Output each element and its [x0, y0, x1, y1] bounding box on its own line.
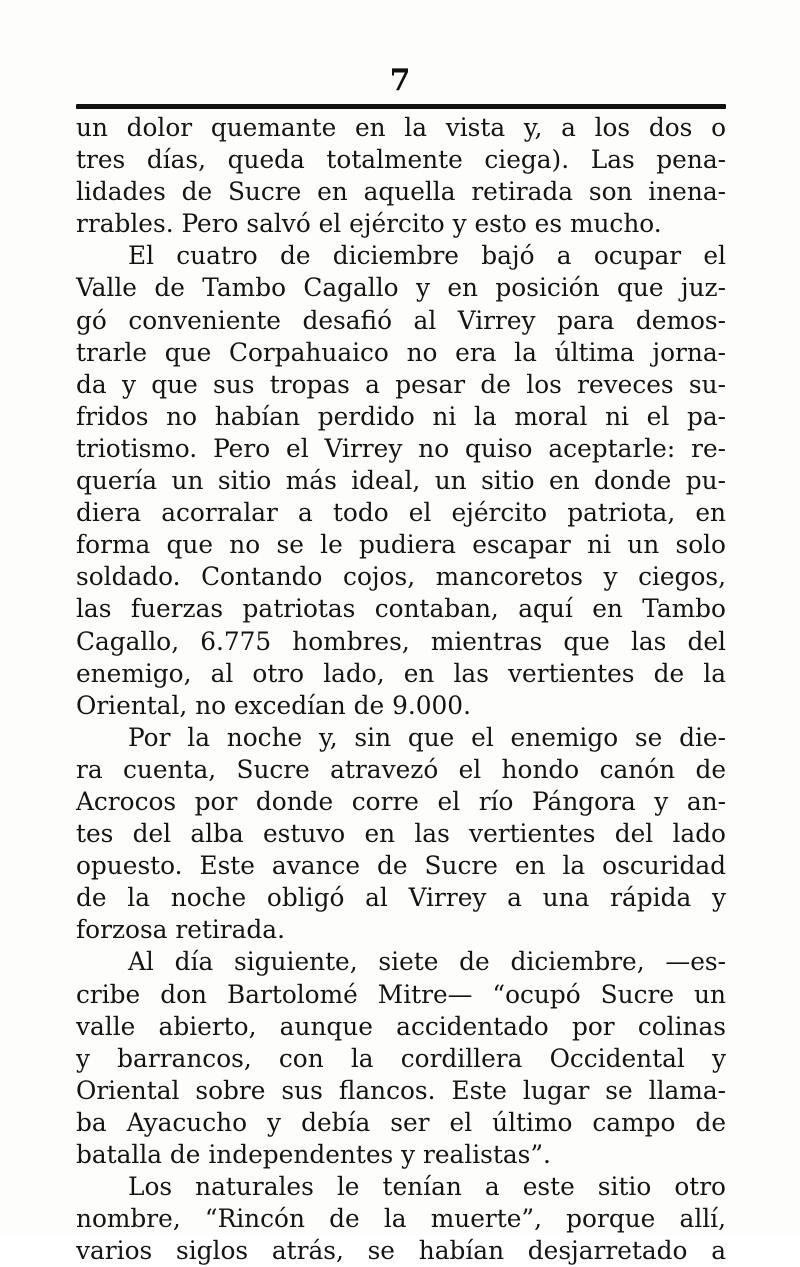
page-number: 7	[389, 63, 411, 98]
text-line: ba Ayacucho y debía ser el último campo de	[76, 1107, 726, 1137]
text-line: Oriental sobre sus flancos. Este lugar se llama-	[76, 1075, 726, 1105]
text-line: batalla de independentes y realistas”.	[76, 1140, 551, 1169]
text-line: forma que no se le pudiera escapar ni un solo	[76, 530, 726, 560]
text-line: fridos no habían perdido ni la moral ni el pa-	[76, 401, 726, 431]
text-line: un dolor quemante en la vista y, a los dos o	[76, 113, 726, 142]
text-line: enemigo, al otro lado, en las vertientes de la	[76, 658, 726, 688]
text-line: gó conveniente desafió al Virrey para demos-	[76, 305, 726, 335]
text-line: soldado. Contando cojos, mancoretos y ciegos,	[76, 562, 726, 592]
text-line: Acrocos por donde corre el río Pángora y an-	[76, 786, 726, 816]
text-line: diera acorralar a todo el ejército patriota, en	[76, 498, 726, 528]
text-line: El cuatro de diciembre bajó a ocupar el	[128, 241, 726, 271]
body-text	[76, 112, 726, 1267]
text-line: de la noche obligó al Virrey a una rápida y	[76, 883, 726, 913]
text-line: y barrancos, con la cordillera Occidental y	[76, 1043, 726, 1073]
text-line: lidades de Sucre en aquella retirada son inena-	[76, 177, 726, 207]
text-line: cribe don Bartolomé Mitre— “ocupó Sucre un	[76, 979, 726, 1009]
text-line: triotismo. Pero el Virrey no quiso aceptarle: re-	[76, 433, 726, 463]
text-line: Los naturales le tenían a este sitio otro	[128, 1172, 726, 1202]
text-line: Al día siguiente, siete de diciembre, —es-	[128, 947, 726, 977]
text-line: las fuerzas patriotas contaban, aquí en Tambo	[76, 594, 726, 624]
text-line: rrables. Pero salvó el ejército y esto es mucho.	[76, 209, 662, 239]
text-line: da y que sus tropas a pesar de los reveces su-	[76, 369, 726, 399]
text-line: tes del alba estuvo en las vertientes del lado	[76, 819, 726, 849]
text-line: Por la noche y, sin que el enemigo se die-	[128, 722, 726, 752]
text-line: forzosa retirada.	[76, 915, 285, 945]
text-line: opuesto. Este avance de Sucre en la oscuridad	[76, 851, 726, 881]
header-rule	[76, 104, 726, 109]
text-line: quería un sitio más ideal, un sitio en donde pu-	[76, 466, 726, 496]
text-line: ra cuenta, Sucre atravezó el hondo canón de	[76, 754, 726, 784]
text-line: tres días, queda totalmente ciega). Las pena-	[76, 145, 726, 175]
text-line: Cagallo, 6.775 hombres, mientras que las del	[76, 626, 726, 656]
text-line: valle abierto, aunque accidentado por colinas	[76, 1011, 726, 1041]
text-line: varios siglos atrás, se habían desjarretado a	[76, 1236, 726, 1266]
text-line: Oriental, no excedían de 9.000.	[76, 690, 471, 720]
text-line: nombre, “Rincón de la muerte”, porque allí,	[76, 1204, 726, 1234]
text-line: Valle de Tambo Cagallo y en posición que juz-	[76, 273, 726, 303]
text-line: trarle que Corpahuaico no era la última jorna-	[76, 337, 726, 367]
